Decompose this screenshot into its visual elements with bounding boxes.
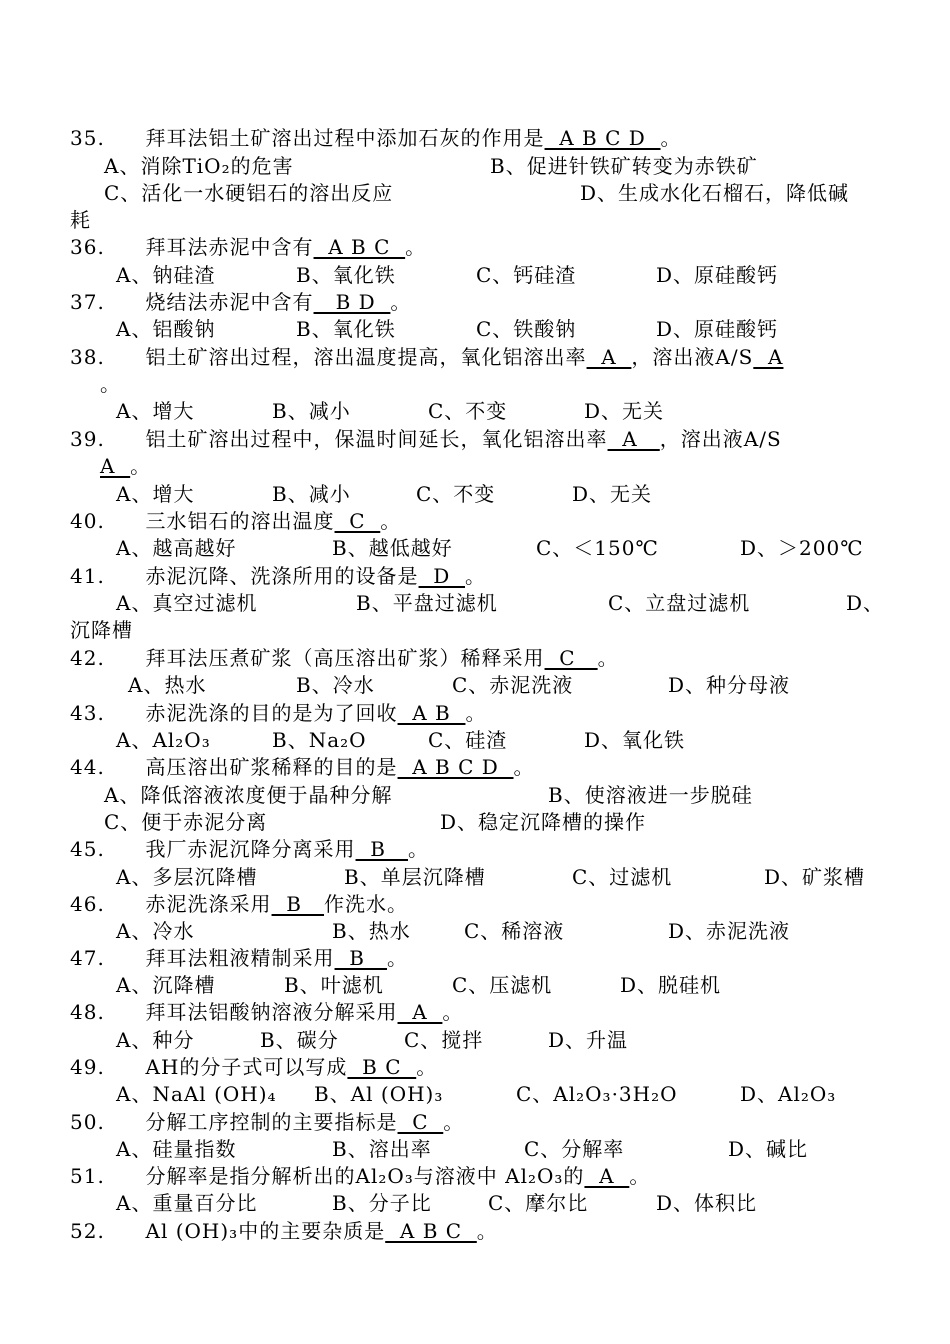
question-tail: 。 bbox=[387, 946, 409, 970]
option-a: A、铝酸钠 bbox=[116, 317, 216, 341]
question-tail: 。 bbox=[465, 564, 486, 588]
question-tail: 。 bbox=[416, 1055, 438, 1079]
question-50 bbox=[70, 1109, 464, 1135]
answer-blank: D bbox=[418, 564, 465, 588]
option-d: D、体积比 bbox=[656, 1191, 758, 1215]
question-number: 46. bbox=[70, 892, 105, 916]
question-tail: 作洗水。 bbox=[324, 892, 409, 916]
question-39-continuation: A 。 bbox=[100, 454, 152, 478]
question-36 bbox=[70, 234, 426, 260]
option-d: D、原硅酸钙 bbox=[656, 263, 779, 287]
option-d: D、无关 bbox=[584, 399, 665, 423]
question-40 bbox=[70, 508, 401, 534]
question-tail: 。 bbox=[629, 1164, 651, 1188]
answer-blank: C bbox=[334, 509, 381, 533]
option-b: B、Na₂O bbox=[272, 728, 367, 752]
question-text: 拜耳法压煮矿浆（高压溶出矿浆）稀释采用 bbox=[145, 646, 545, 670]
option-b: B、平盘过滤机 bbox=[356, 591, 498, 615]
option-c: C、便于赤泥分离 bbox=[104, 810, 268, 834]
question-tail: 。 bbox=[465, 701, 487, 725]
option-b: B、减小 bbox=[272, 399, 351, 423]
option-b: B、减小 bbox=[272, 482, 351, 506]
question-number: 38. bbox=[70, 345, 105, 369]
option-a: A、Al₂O₃ bbox=[116, 728, 211, 752]
question-number: 42. bbox=[70, 646, 105, 670]
question-number: 44. bbox=[70, 755, 105, 779]
answer-blank: A B bbox=[397, 701, 466, 725]
option-a: A、沉降槽 bbox=[116, 973, 216, 997]
option-b: B、碳分 bbox=[260, 1028, 339, 1052]
option-b: B、Al (OH)₃ bbox=[314, 1082, 444, 1106]
option-c: C、不变 bbox=[428, 399, 508, 423]
question-35 bbox=[70, 125, 682, 151]
option-c: C、活化一水硬铝石的溶出反应 bbox=[104, 181, 394, 205]
answer-blank: A B C D bbox=[544, 126, 661, 150]
option-a: A、降低溶液浓度便于晶种分解 bbox=[104, 783, 393, 807]
question-number: 48. bbox=[70, 1000, 105, 1024]
answer-blank: B bbox=[271, 892, 325, 916]
option-a: A、真空过滤机 bbox=[116, 591, 258, 615]
option-b: B、促进针铁矿转变为赤铁矿 bbox=[490, 154, 758, 178]
option-c: C、搅拌 bbox=[404, 1028, 484, 1052]
option-a: A、NaAl (OH)₄ bbox=[116, 1082, 277, 1106]
answer-blank: A B C bbox=[313, 235, 406, 259]
option-a: A、钠硅渣 bbox=[116, 263, 216, 287]
option-c: C、分解率 bbox=[524, 1137, 625, 1161]
question-number: 37. bbox=[70, 290, 105, 314]
option-d: D、生成水化石榴石，降低碱 bbox=[580, 181, 850, 205]
question-number: 39. bbox=[70, 427, 105, 451]
option-a: A、重量百分比 bbox=[116, 1191, 258, 1215]
option-d: D、脱硅机 bbox=[620, 973, 722, 997]
question-39 bbox=[70, 426, 782, 452]
option-c: C、硅渣 bbox=[428, 728, 508, 752]
answer-blank-2: A bbox=[100, 454, 131, 478]
question-41 bbox=[70, 563, 486, 589]
question-number: 41. bbox=[70, 564, 105, 588]
option-d: D、碱比 bbox=[728, 1137, 809, 1161]
option-c: C、立盘过滤机 bbox=[608, 591, 751, 615]
question-42 bbox=[70, 645, 619, 671]
question-48 bbox=[70, 999, 463, 1025]
option-c: C、摩尔比 bbox=[488, 1191, 589, 1215]
question-text: 铝土矿溶出过程，溶出温度提高，氧化铝溶出率 bbox=[145, 345, 587, 369]
option-a: A、多层沉降槽 bbox=[116, 865, 258, 889]
option-d: D、 bbox=[846, 591, 885, 615]
question-49 bbox=[70, 1054, 437, 1080]
question-text: 高压溶出矿浆稀释的目的是 bbox=[145, 755, 398, 779]
question-tail: 。 bbox=[660, 126, 682, 150]
question-text: 拜耳法铝土矿溶出过程中添加石灰的作用是 bbox=[145, 126, 545, 150]
option-c: C、Al₂O₃·3H₂O bbox=[516, 1082, 678, 1106]
question-44 bbox=[70, 754, 535, 780]
question-number: 47. bbox=[70, 946, 105, 970]
question-47 bbox=[70, 945, 408, 971]
option-c: C、稀溶液 bbox=[464, 919, 565, 943]
question-text: 三水铝石的溶出温度 bbox=[145, 509, 335, 533]
option-d: D、稳定沉降槽的操作 bbox=[440, 810, 647, 834]
question-tail: 。 bbox=[390, 290, 412, 314]
option-b: B、溶出率 bbox=[332, 1137, 432, 1161]
question-tail: 。 bbox=[443, 1110, 465, 1134]
option-c: C、＜150℃ bbox=[536, 536, 659, 560]
option-c: C、压滤机 bbox=[452, 973, 553, 997]
option-d: D、氧化铁 bbox=[584, 728, 686, 752]
answer-blank: A B C D bbox=[397, 755, 514, 779]
option-b: B、单层沉降槽 bbox=[344, 865, 486, 889]
answer-blank-2: A bbox=[753, 345, 784, 369]
question-tail: 。 bbox=[476, 1219, 498, 1243]
option-d: D、＞200℃ bbox=[740, 536, 864, 560]
question-45 bbox=[70, 836, 429, 862]
option-c: C、赤泥洗液 bbox=[452, 673, 574, 697]
option-d-wrap: 耗 bbox=[70, 208, 91, 232]
option-d: D、矿浆槽 bbox=[764, 865, 866, 889]
question-tail: 。 bbox=[442, 1000, 464, 1024]
answer-blank: C bbox=[397, 1110, 444, 1134]
question-tail: 。 bbox=[380, 509, 402, 533]
option-c: C、过滤机 bbox=[572, 865, 673, 889]
option-b: B、冷水 bbox=[296, 673, 375, 697]
option-a: A、硅量指数 bbox=[116, 1137, 237, 1161]
answer-blank: B bbox=[355, 837, 409, 861]
question-text: 赤泥洗涤的目的是为了回收 bbox=[145, 701, 398, 725]
question-text: 铝土矿溶出过程中，保温时间延长，氧化铝溶出率 bbox=[145, 427, 608, 451]
option-b: B、氧化铁 bbox=[296, 317, 396, 341]
question-37 bbox=[70, 289, 411, 315]
option-d: D、升温 bbox=[548, 1028, 629, 1052]
question-text: 赤泥洗涤采用 bbox=[145, 892, 272, 916]
option-a: A、热水 bbox=[128, 673, 207, 697]
question-46 bbox=[70, 891, 408, 917]
question-text: 烧结法赤泥中含有 bbox=[145, 290, 314, 314]
option-a: A、增大 bbox=[116, 399, 195, 423]
option-d: D、种分母液 bbox=[668, 673, 791, 697]
option-d: D、无关 bbox=[572, 482, 653, 506]
answer-blank: A bbox=[586, 345, 632, 369]
question-tail: 。 bbox=[408, 837, 430, 861]
question-text: 分解率是指分解析出的Al₂O₃与溶液中 Al₂O₃的 bbox=[145, 1164, 585, 1188]
question-text: 我厂赤泥沉降分离采用 bbox=[145, 837, 356, 861]
option-c: C、铁酸钠 bbox=[476, 317, 577, 341]
option-b: B、分子比 bbox=[332, 1191, 432, 1215]
answer-blank: A bbox=[584, 1164, 630, 1188]
option-a: A、消除TiO₂的危害 bbox=[104, 154, 294, 178]
question-text: AH的分子式可以写成 bbox=[145, 1055, 348, 1079]
question-continuation: 。 bbox=[100, 372, 121, 396]
question-number: 36. bbox=[70, 235, 105, 259]
option-d: D、原硅酸钙 bbox=[656, 317, 779, 341]
option-c: C、不变 bbox=[416, 482, 496, 506]
answer-blank: A B C bbox=[385, 1219, 477, 1243]
option-b: B、越低越好 bbox=[332, 536, 453, 560]
question-text: 拜耳法铝酸钠溶液分解采用 bbox=[145, 1000, 398, 1024]
question-number: 45. bbox=[70, 837, 105, 861]
question-number: 35. bbox=[70, 126, 105, 150]
answer-blank: B D bbox=[313, 290, 391, 314]
option-a: A、越高越好 bbox=[116, 536, 237, 560]
option-b: B、氧化铁 bbox=[296, 263, 396, 287]
question-text: 拜耳法赤泥中含有 bbox=[145, 235, 314, 259]
answer-blank: C bbox=[544, 646, 598, 670]
question-number: 49. bbox=[70, 1055, 105, 1079]
question-number: 40. bbox=[70, 509, 105, 533]
question-tail: ，溶出液A/S bbox=[631, 345, 754, 369]
question-text: 赤泥沉降、洗涤所用的设备是 bbox=[145, 564, 419, 588]
answer-blank: B C bbox=[347, 1055, 417, 1079]
question-tail: 。 bbox=[405, 235, 427, 259]
option-b: B、使溶液进一步脱硅 bbox=[548, 783, 753, 807]
question-text: 拜耳法粗液精制采用 bbox=[145, 946, 335, 970]
option-a: A、冷水 bbox=[116, 919, 195, 943]
option-a: A、增大 bbox=[116, 482, 195, 506]
question-52 bbox=[70, 1218, 498, 1244]
question-43 bbox=[70, 700, 486, 726]
question-number: 51. bbox=[70, 1164, 105, 1188]
answer-blank: B bbox=[334, 946, 388, 970]
question-tail: 。 bbox=[513, 755, 535, 779]
option-d: D、赤泥洗液 bbox=[668, 919, 791, 943]
question-tail: 。 bbox=[597, 646, 619, 670]
option-a: A、种分 bbox=[116, 1028, 195, 1052]
question-text: 分解工序控制的主要指标是 bbox=[145, 1110, 398, 1134]
question-51 bbox=[70, 1163, 650, 1189]
option-b: B、热水 bbox=[332, 919, 411, 943]
question-number: 52. bbox=[70, 1219, 105, 1243]
question-number: 43. bbox=[70, 701, 105, 725]
answer-blank: A bbox=[397, 1000, 443, 1024]
option-c: C、钙硅渣 bbox=[476, 263, 577, 287]
option-b: B、叶滤机 bbox=[284, 973, 384, 997]
option-d: D、Al₂O₃ bbox=[740, 1082, 837, 1106]
option-d-wrap: 沉降槽 bbox=[70, 618, 133, 642]
question-number: 50. bbox=[70, 1110, 105, 1134]
question-tail: ，溶出液A/S bbox=[659, 427, 782, 451]
question-text: Al (OH)₃中的主要杂质是 bbox=[145, 1219, 386, 1243]
answer-blank: A bbox=[607, 427, 660, 451]
question-38 bbox=[70, 344, 783, 370]
